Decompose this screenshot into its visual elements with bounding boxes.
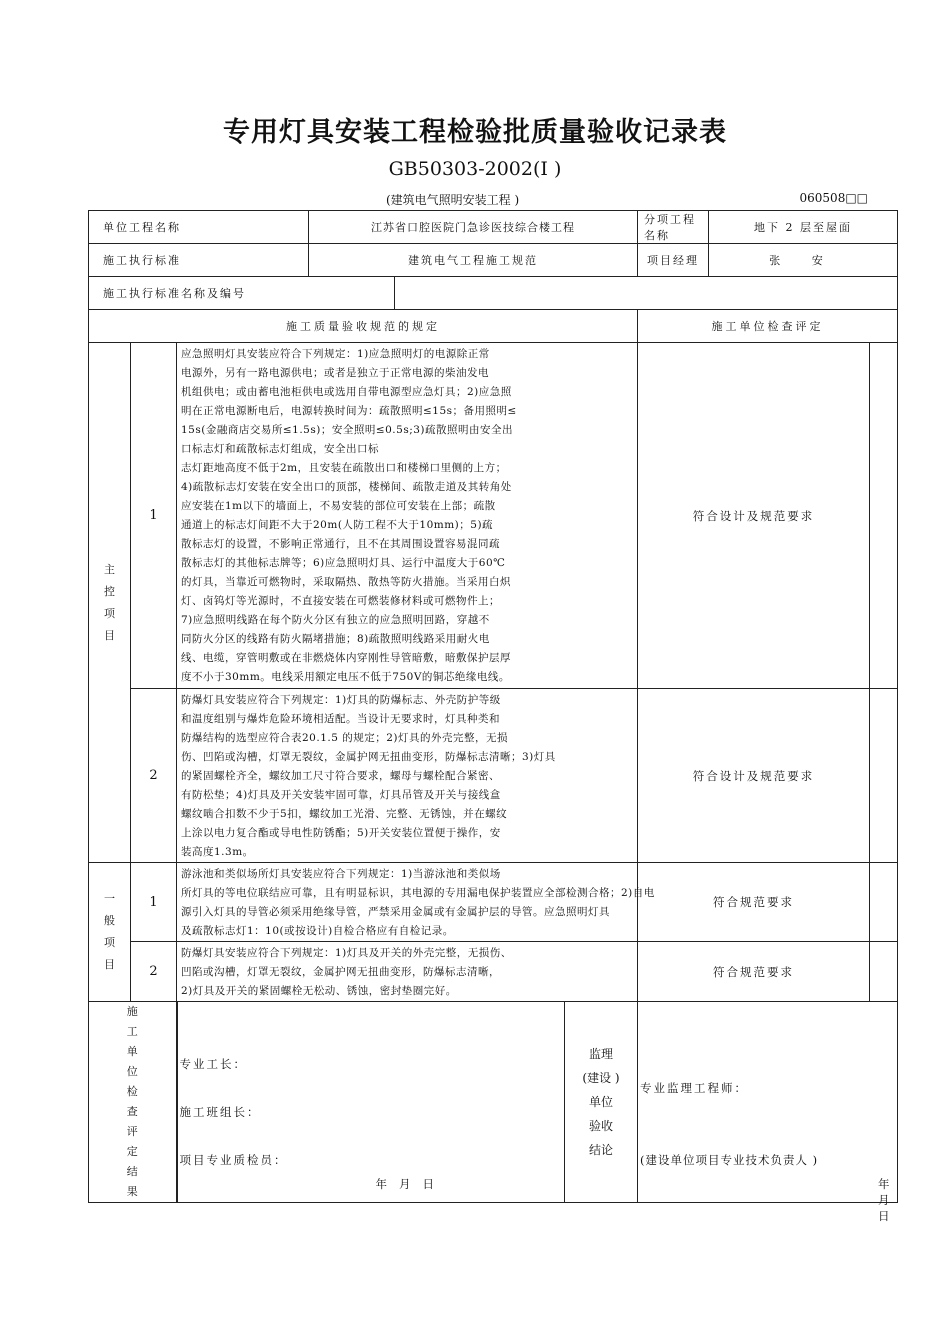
clause-text	[177, 863, 655, 942]
item-number: 2	[131, 689, 177, 863]
clause-line: 机组供电；或由蓄电池柜供电或选用自带电源型应急灯具；2)应急照	[181, 386, 512, 398]
evaluation-header: 施工单位检查评定	[638, 310, 898, 343]
clause-line: 4)疏散标志灯安装在安全出口的顶部，楼梯间、疏散走道及其转角处	[181, 481, 512, 493]
clause-line: 应安装在1m以下的墙面上，不易安装的部位可安装在上部；疏散	[181, 500, 496, 512]
clause-line: 的灯具，当靠近可燃物时，采取隔热、散热等防火措施。当采用白炽	[181, 576, 511, 588]
evaluation-result: 符合设计及规范要求	[638, 689, 870, 863]
standard-name-label: 施工执行标准名称及编号	[89, 277, 395, 310]
clause-line: 防爆灯具安装应符合下列规定：1)灯具的防爆标志、外壳防护等级	[181, 694, 501, 706]
supervision-label-line: 单位	[589, 1095, 614, 1109]
item-number: 2	[131, 942, 177, 1002]
header-row-3	[89, 277, 898, 310]
clause-line: 15s(金融商店交易所≤1.5s)；安全照明≤0.5s;3)疏散照明由安全出	[181, 424, 514, 436]
clause-line: 同防火分区的线路有防火隔堵措施；8)疏散照明线路采用耐火电	[181, 633, 490, 645]
clause-line: 伤、凹陷或沟槽，灯罩无裂纹，金属护网无扭曲变形，防爆标志清晰；3)灯具	[181, 751, 556, 763]
main-control-row-2	[89, 689, 898, 863]
manager-value: 张 安	[709, 244, 898, 277]
evaluation-result: 符合规范要求	[638, 863, 870, 942]
subitem-label: 分项工程名称	[638, 211, 709, 244]
unit-project-value: 江苏省口腔医院门急诊医技综合楼工程	[309, 211, 638, 244]
form-code: 060508□□	[799, 191, 868, 205]
manager-label: 项目经理	[638, 244, 709, 277]
team-leader-signature: 施工班组长：	[179, 1105, 261, 1119]
general-row-1	[89, 863, 898, 942]
remark-cell	[870, 942, 898, 1002]
inspection-form	[88, 210, 902, 1223]
supervision-label-line: 监理	[589, 1047, 614, 1061]
clause-line: 防爆灯具安装应符合下列规定：1)灯具及开关的外壳完整，无损伤、	[181, 947, 512, 959]
clause-line: 散标志灯的其他标志牌等；6)应急照明灯具、运行中温度大于60℃	[181, 557, 506, 569]
standard-name-value	[395, 277, 898, 310]
unit-project-label: 单位工程名称	[89, 211, 309, 244]
header-row-2	[89, 244, 898, 277]
supervision-signatures	[638, 1002, 902, 1223]
supervision-label-line: 验收	[589, 1119, 614, 1133]
construction-date: 年月日	[375, 1177, 446, 1191]
clause-line: 灯、卤钨灯等光源时，不直接安装在可燃装修材料或可燃物件上；	[181, 595, 500, 607]
standard-label: 施工执行标准	[89, 244, 309, 277]
clause-line: 口标志灯和疏散标志灯组成，安全出口标	[181, 443, 379, 455]
quality-inspector-signature: 项目专业质检员：	[179, 1153, 288, 1167]
main-control-label-text: 主控项目	[104, 562, 115, 642]
evaluation-result: 符合设计及规范要求	[638, 343, 870, 689]
clause-line: 凹陷或沟槽，灯罩无裂纹，金属护网无扭曲变形，防爆标志清晰，	[181, 966, 500, 978]
clause-line: 有防松垫；4)灯具及开关安装牢固可靠，灯具吊管及开关与接线盒	[181, 789, 501, 801]
clause-line: 装高度1.3m。	[181, 846, 254, 858]
general-label-text: 一般项目	[104, 892, 115, 971]
clause-text	[177, 689, 638, 863]
owner-technical-lead: (建设单位项目专业技术负责人 )	[640, 1153, 819, 1167]
clause-text	[177, 343, 638, 689]
item-number: 1	[131, 863, 177, 942]
clause-line: 和温度组别与爆炸危险环境相适配。当设计无要求时，灯具种类和	[181, 713, 500, 725]
main-control-row-1	[89, 343, 898, 689]
remark-cell	[870, 343, 898, 689]
construction-result-label	[89, 1002, 177, 1203]
header-row-4	[89, 310, 898, 343]
clause-line: 源引入灯具的导管必须采用绝缘导管，严禁采用金属或有金属护层的导管。应急照明灯具	[181, 906, 610, 918]
clause-line: 游泳池和类似场所灯具安装应符合下列规定：1)当游泳池和类似场	[181, 868, 501, 880]
supervising-engineer-signature: 专业监理工程师：	[640, 1081, 749, 1095]
clause-line: 通道上的标志灯间距不大于20m(人防工程不大于10mm)；5)疏	[181, 519, 494, 531]
clause-line: 防爆结构的选型应符合表20.1.5 的规定；2)灯具的外壳完整，无损	[181, 732, 509, 744]
standard-code: GB50303-2002(Ⅰ )	[388, 158, 562, 180]
clause-line: 散标志灯的设置，不影响正常通行，且不在其周围设置容易混同疏	[181, 538, 500, 550]
clause-line: 度不小于30mm。电线采用额定电压不低于750V的铜芯绝缘电线。	[181, 671, 510, 683]
supervision-label-line: 结论	[589, 1143, 614, 1157]
clause-line: 上涂以电力复合酯或导电性防锈酯；5)开关安装位置便于操作，安	[181, 827, 501, 839]
scope-note: (建筑电气照明安装工程 )	[386, 193, 520, 207]
clause-line: 电源外，另有一路电源供电；或者是独立于正常电源的柴油发电	[181, 367, 489, 379]
clause-line: 线、电缆，穿管明敷或在非燃烧体内穿刚性导管暗敷，暗敷保护层厚	[181, 652, 511, 664]
standard-value: 建筑电气工程施工规范	[309, 244, 638, 277]
item-number: 1	[131, 343, 177, 689]
note-row	[88, 191, 896, 209]
remark-cell	[870, 863, 898, 942]
subitem-value: 地下 2 层至屋面	[709, 211, 898, 244]
signoff-row	[89, 1002, 898, 1203]
spec-header: 施工质量验收规范的规定	[89, 310, 638, 343]
clause-line: 2)灯具及开关的紧固螺栓无松动、锈蚀，密封垫圈完好。	[181, 985, 457, 997]
clause-line: 及疏散标志灯1：10(或按设计)自检合格应有自检记录。	[181, 925, 454, 937]
clause-line: 7)应急照明线路在每个防火分区有独立的应急照明回路，穿越不	[181, 614, 490, 626]
page-title: 专用灯具安装工程检验批质量验收记录表	[223, 117, 727, 148]
clause-line: 应急照明灯具安装应符合下列规定：1)应急照明灯的电源除正常	[181, 348, 490, 360]
evaluation-result: 符合规范要求	[638, 942, 870, 1002]
header-row-1	[89, 211, 898, 244]
clause-line: 志灯距地高度不低于2m，且安装在疏散出口和楼梯口里侧的上方；	[181, 462, 507, 474]
clause-line: 所灯具的等电位联结应可靠，且有明显标识，其电源的专用漏电保护装置应全部检测合格；2)自电	[181, 887, 655, 899]
supervision-label-line: (建设 )	[582, 1071, 620, 1085]
clause-line: 的紧固螺栓齐全，螺纹加工尺寸符合要求，螺母与螺栓配合紧密、	[181, 770, 500, 782]
supervision-label	[565, 1002, 638, 1203]
main-control-label	[89, 343, 131, 863]
construction-result-label-text: 施工单位检查评定结果	[126, 1005, 138, 1198]
remark-cell	[870, 689, 898, 863]
clause-line: 明在正常电源断电后，电源转换时间为：疏散照明≤15s；备用照明≤	[181, 405, 517, 417]
general-label	[89, 863, 131, 1002]
clause-text	[177, 942, 638, 1002]
supervision-date: 年月日	[878, 1177, 902, 1223]
clause-line: 螺纹啮合扣数不少于5扣，螺纹加工光滑、完整、无锈蚀，并在螺纹	[181, 808, 508, 820]
foreman-signature: 专业工长：	[179, 1057, 247, 1071]
general-row-2	[89, 942, 898, 1002]
construction-signatures	[177, 1002, 565, 1203]
